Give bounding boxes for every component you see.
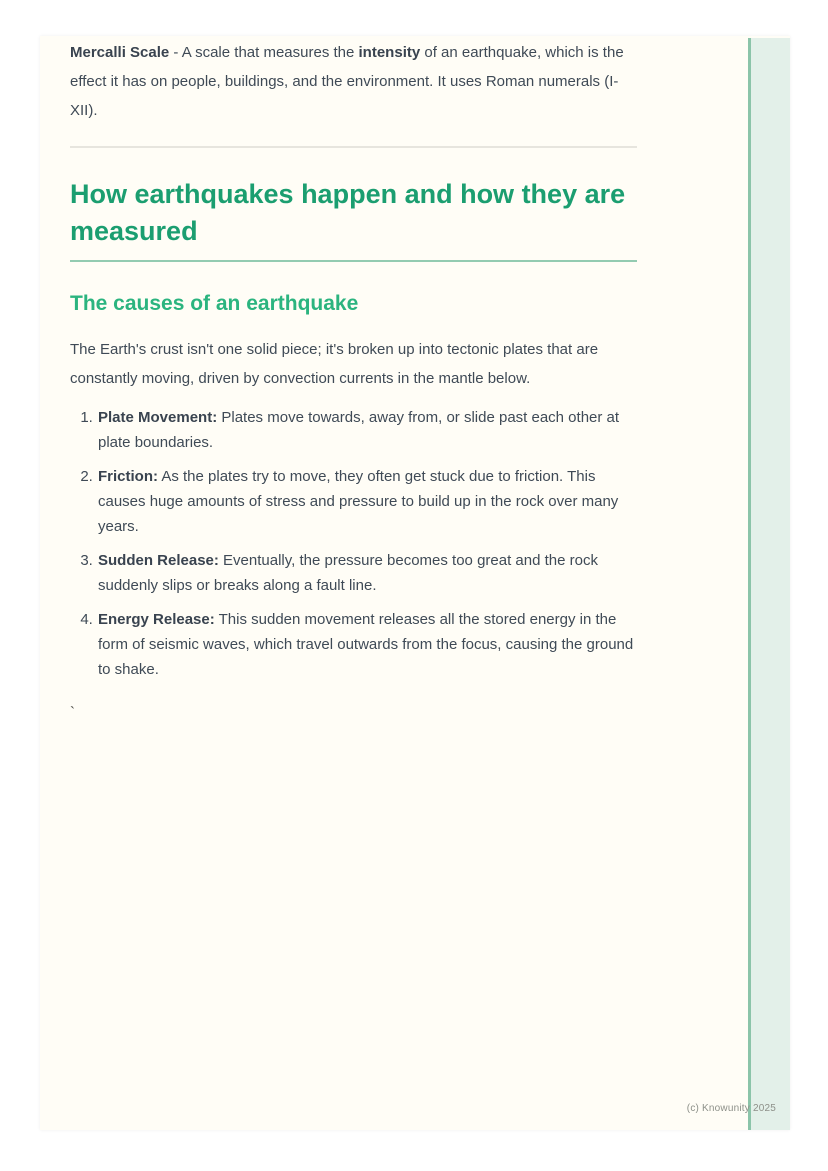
list-item-label: Sudden Release:: [98, 552, 219, 569]
definition-term: Mercalli Scale: [70, 44, 170, 61]
list-item-label: Energy Release:: [98, 611, 215, 628]
list-item-label: Plate Movement:: [98, 409, 218, 426]
definition-emphasis: intensity: [358, 44, 421, 61]
subsection-heading: The causes of an earthquake: [70, 292, 359, 315]
definition-paragraph: [70, 38, 637, 125]
list-item: [97, 464, 637, 539]
causes-list: [70, 405, 637, 682]
stray-backtick: `: [70, 704, 75, 721]
list-item-text: Plates move towards, away from, or slide past each other at plate boundaries.: [98, 409, 620, 451]
list-item: [97, 405, 637, 455]
page-edge-bar: [748, 38, 790, 1130]
definition-text: A scale that measures the: [181, 44, 359, 61]
list-item-text: As the plates try to move, they often get stuck due to friction. This causes huge amounts of stress and pressure to build up in the rock over many years.: [98, 468, 619, 535]
section-divider: [70, 146, 637, 148]
list-item: [97, 607, 637, 682]
document-page: [40, 36, 790, 1130]
list-item-label: Friction:: [98, 468, 158, 485]
list-item-text: Eventually, the pressure becomes too great and the rock suddenly slips or breaks along a fault line.: [98, 552, 598, 594]
definition-separator: -: [169, 44, 182, 61]
section-heading: How earthquakes happen and how they are measured: [70, 176, 637, 262]
intro-paragraph: The Earth's crust isn't one solid piece; it's broken up into tectonic plates that are constantly moving, driven by convection currents in the mantle below.: [70, 341, 599, 387]
page-content: [70, 36, 637, 725]
footer-copyright: (c) Knowunity 2025: [686, 1103, 776, 1114]
list-item-text: This sudden movement releases all the stored energy in the form of seismic waves, which travel outwards from the focus, causing the ground to shake.: [98, 611, 634, 678]
list-item: [97, 548, 637, 598]
definition-text-rest: of an earthquake, which is the effect it has on people, buildings, and the environment. It uses Roman numerals (I-XII).: [70, 44, 624, 119]
